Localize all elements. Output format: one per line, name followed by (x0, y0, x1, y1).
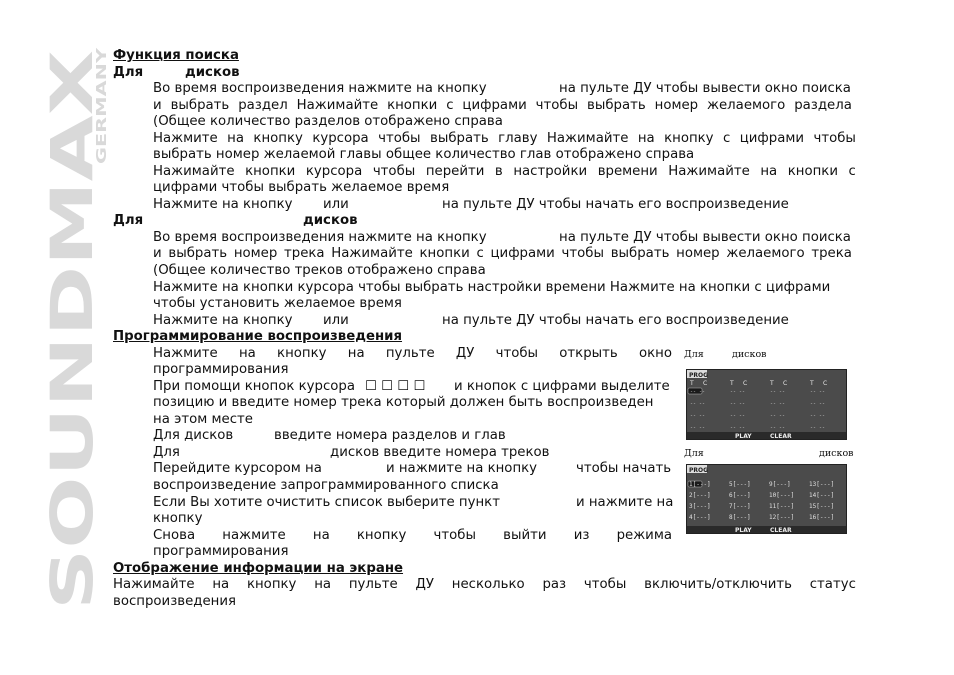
program-step1-word: окно (638, 346, 672, 361)
osd-word: Нажимайте (113, 577, 195, 592)
fig1-h4: C (743, 380, 748, 387)
dvd-step1-cont (153, 98, 852, 114)
fig1-cell: -- -- (770, 413, 786, 419)
dvd-step3-word: кнопки (787, 164, 838, 179)
fig1-cell: -- -- (810, 425, 826, 431)
fig2-cell: 14[---] (809, 492, 835, 499)
dvd-step2-word: чтобы (378, 131, 421, 146)
dvd-step1-word: номер (654, 98, 699, 113)
dvd-step1-word: желаемого (707, 98, 786, 113)
dvd-step3-word: перейти (425, 164, 485, 179)
cd-step3b: или (323, 313, 349, 328)
cd-step1-word: кнопки (419, 246, 470, 261)
program-step1-word: ДУ (455, 346, 475, 361)
fig2-caption-for: Для (684, 448, 704, 459)
program-step5-cont: воспроизведение запрограммированного списка (153, 478, 499, 493)
dvd-step1-word: выбрать (587, 98, 646, 113)
cd-step3c: на пульте ДУ чтобы начать его воспроизведение (442, 313, 789, 328)
program-step7-word: кнопку (356, 528, 407, 543)
dvd-step1b: на пульте ДУ чтобы вывести окно поиска (559, 81, 851, 96)
program-step5c: чтобы начать (576, 461, 672, 476)
program-step1-word: Нажмите (153, 346, 218, 361)
fig1-caption-discs: дисков (732, 349, 767, 360)
program-step5b: и нажмите на кнопку (386, 461, 538, 476)
fig1-h8: C (823, 380, 828, 387)
dvd-step4a: Нажмите на кнопку (153, 197, 293, 212)
fig1-h5: T (770, 380, 774, 387)
program-screen-cd (686, 464, 847, 534)
dvd-step2-word: на (637, 131, 655, 146)
dvd-step3-word: настройки (513, 164, 588, 179)
fig1-title: PROG (689, 372, 709, 379)
cd-step1-word: номер (676, 246, 720, 261)
dvd-step3-word: времени (597, 164, 658, 179)
osd-word: пульте (348, 577, 398, 592)
program-step7-word: выйти (503, 528, 547, 543)
search-heading: Функция поиска (113, 48, 239, 63)
fig1-cell: -- -- (810, 389, 826, 395)
fig2-cell: 7[---] (729, 503, 751, 510)
program-step6b: и нажмите на (576, 495, 674, 510)
cd-step1-word: и (153, 246, 162, 261)
cd-step1-cont (153, 246, 852, 262)
cd-step1-word: выбрать (610, 246, 670, 261)
program-step7 (153, 528, 672, 544)
fig1-h1: T (690, 380, 694, 387)
fig1-h2: C (703, 380, 708, 387)
osd-line (113, 577, 856, 593)
program-step1-word: кнопку (277, 346, 327, 361)
fig2-cell: 11[---] (769, 503, 795, 510)
fig1-cell: -- -- (690, 413, 706, 419)
dvd-step3 (153, 164, 856, 180)
cd-for: Для (113, 213, 144, 228)
cd-step2-cont: чтобы установить желаемое время (153, 296, 402, 311)
program-step5a: Перейдите курсором на (153, 461, 322, 476)
dvd-step3-word: на (760, 164, 778, 179)
program-step2a: При помощи кнопок курсора (153, 379, 356, 394)
dvd-step2-word: выбрать (429, 131, 489, 146)
program-step1 (153, 346, 672, 362)
program-step1-cont: программирования (153, 362, 289, 377)
dvd-step3-word: Нажимайте (153, 164, 235, 179)
brand-sub: GERMANY (95, 91, 110, 164)
program-step1-word: на (238, 346, 256, 361)
cd-step1-word: трека (811, 246, 852, 261)
dvd-step2 (153, 131, 856, 147)
fig2-play: PLAY (735, 527, 752, 534)
fig1-cell: -- -- (690, 401, 706, 407)
program-step3b: введите номера разделов и глав (274, 428, 506, 443)
program-step4a: Для (153, 445, 180, 460)
dvd-step2-cont: выбрать номер желаемой главы общее количество глав отображено справа (153, 147, 695, 162)
dvd-step1-word: цифрами (462, 98, 527, 113)
dvd-step1-word: кнопки (387, 98, 438, 113)
program-screen-dvd (686, 369, 847, 440)
fig2-cell: 12[---] (769, 514, 795, 521)
program-step7-word: из (573, 528, 590, 543)
fig1-play: PLAY (735, 433, 752, 440)
program-step6a: Если Вы хотите очистить список выберите пункт (153, 495, 500, 510)
dvd-step2-word: на (227, 131, 244, 146)
cd-step1-word: Нажимайте (331, 246, 413, 261)
dvd-step3-word: с (848, 164, 856, 179)
dvd-step3-word: в (494, 164, 503, 179)
cd-step1b: на пульте ДУ чтобы вывести окно поиска (559, 230, 851, 245)
cd-step1-word: чтобы (561, 246, 604, 261)
dvd-step1-word: раздела (794, 98, 852, 113)
fig2-clear: CLEAR (770, 527, 792, 534)
brand-logo (38, 44, 112, 614)
dvd-step1a: Во время воспроизведения нажмите на кнопку (153, 81, 487, 96)
fig1-h6: C (783, 380, 788, 387)
program-step4b: дисков введите номера треков (330, 445, 550, 460)
fig1-cell: -- -- (770, 389, 786, 395)
fig2-cell: 1[---] (689, 481, 711, 488)
program-step2b: и кнопок с цифрами выделите (454, 379, 670, 394)
fig2-cell: 5[---] (729, 481, 751, 488)
osd-word: чтобы (583, 577, 627, 592)
dvd-step1-word: раздел (238, 98, 288, 113)
fig2-cell: 9[---] (769, 481, 791, 488)
brand-main: SOUNDMAX (38, 227, 106, 610)
dvd-step2-word: чтобы (813, 131, 856, 146)
fig1-cell: -- -- (690, 389, 706, 395)
dvd-step2-word: с (722, 131, 731, 146)
program-cursor-boxes: ☐ ☐ ☐ ☐ (365, 379, 426, 394)
cd-discs: дисков (303, 213, 358, 228)
fig1-cell: -- -- (810, 413, 826, 419)
fig1-h3: T (730, 380, 734, 387)
fig2-cell: 13[---] (809, 481, 835, 488)
program-step2-cont2: на этом месте (153, 412, 253, 427)
dvd-step3-word: кнопки (245, 164, 296, 179)
dvd-step2-word: цифрами (739, 131, 805, 146)
dvd-step3-cont: цифрами чтобы выбрать желаемое время (153, 180, 450, 195)
osd-word: кнопку (246, 577, 297, 592)
fig2-cell: 2[---] (689, 492, 711, 499)
program-heading: Программирование воспроизведения (113, 329, 403, 344)
cd-step1-word: выбрать (168, 246, 228, 261)
fig1-cell: -- -- (810, 401, 826, 407)
program-step2-cont: позицию и введите номер трека который должен быть воспроизведен (153, 395, 654, 410)
osd-word: ДУ (415, 577, 434, 592)
fig1-caption-for: Для (684, 349, 704, 360)
program-step7-word: нажмите (222, 528, 286, 543)
dvd-step1-word: выбрать (170, 98, 230, 113)
dvd-step1-word: и (153, 98, 162, 113)
cd-step1-total: (Общее количество треков отображено справа (153, 263, 486, 278)
fig1-cell: -- -- (730, 389, 746, 395)
program-step1-word: открыть (559, 346, 618, 361)
osd-word: включить/отключить (644, 577, 792, 592)
fig2-cell: 4[---] (689, 514, 711, 521)
fig2-cell: 16[---] (809, 514, 835, 521)
dvd-step2-word: кнопку (664, 131, 714, 146)
dvd-step2-word: Нажимайте (546, 131, 629, 146)
dvd-discs: дисков (185, 65, 240, 80)
dvd-step4b: или (323, 197, 349, 212)
program-step7-word: на (312, 528, 330, 543)
dvd-step2-word: главу (498, 131, 538, 146)
cd-step1-word: с (476, 246, 484, 261)
cd-step2: Нажмите на кнопки курсора чтобы выбрать настройки времени Нажмите на кнопки с цифрами (153, 280, 831, 295)
osd-heading: Отображение информации на экране (113, 561, 404, 576)
program-step7-word: режима (616, 528, 672, 543)
fig2-cell: 8[---] (729, 514, 751, 521)
program-step7-cont: программирования (153, 544, 289, 559)
fig2-caption-discs: дисков (819, 448, 854, 459)
program-step1-word: пульте (385, 346, 435, 361)
dvd-step2-word: кнопку (253, 131, 303, 146)
dvd-step3-word: Нажимайте (668, 164, 750, 179)
cd-step1-word: номер (233, 246, 278, 261)
osd-word: несколько (451, 577, 525, 592)
dvd-step2-word: Нажмите (153, 131, 218, 146)
fig2-cell: 10[---] (769, 492, 795, 499)
cd-step1-word: желаемого (726, 246, 805, 261)
fig2-cell: 3[---] (689, 503, 711, 510)
fig1-cell: -- -- (730, 425, 746, 431)
fig1-clear: CLEAR (770, 433, 792, 440)
fig2-title: PROG (689, 467, 709, 474)
fig1-cell: -- -- (770, 425, 786, 431)
fig2-cell: 6[---] (729, 492, 751, 499)
osd-word: на (212, 577, 230, 592)
program-step7-word: Снова (153, 528, 196, 543)
dvd-for: Для (113, 65, 144, 80)
fig1-cell: -- -- (690, 425, 706, 431)
cd-step1-word: трека (284, 246, 325, 261)
dvd-step1-word: Нажимайте (296, 98, 379, 113)
dvd-step1-total: (Общее количество разделов отображено справа (153, 114, 503, 129)
osd-word: статус (809, 577, 856, 592)
fig1-cell: -- -- (770, 401, 786, 407)
osd-word: раз (542, 577, 567, 592)
dvd-step3-word: курсора (305, 164, 363, 179)
cd-step1a: Во время воспроизведения нажмите на кнопку (153, 230, 487, 245)
osd-line-cont: воспроизведения (113, 594, 236, 609)
fig1-h7: T (810, 380, 814, 387)
program-step3a: Для дисков (153, 428, 234, 443)
fig1-cell: -- -- (730, 413, 746, 419)
dvd-step1-word: чтобы (535, 98, 579, 113)
fig2-cell: 15[---] (809, 503, 835, 510)
program-step6-cont: кнопку (153, 511, 203, 526)
program-step1-word: чтобы (495, 346, 539, 361)
cd-step1-word: цифрами (490, 246, 555, 261)
dvd-step1-word: с (446, 98, 454, 113)
fig1-cell: -- -- (730, 401, 746, 407)
dvd-step3-word: чтобы (372, 164, 416, 179)
program-step1-word: на (347, 346, 365, 361)
program-step7-word: чтобы (433, 528, 476, 543)
dvd-step2-word: курсора (312, 131, 369, 146)
osd-word: на (314, 577, 332, 592)
dvd-step4c: на пульте ДУ чтобы начать его воспроизведение (442, 197, 789, 212)
cd-step3a: Нажмите на кнопку (153, 313, 293, 328)
